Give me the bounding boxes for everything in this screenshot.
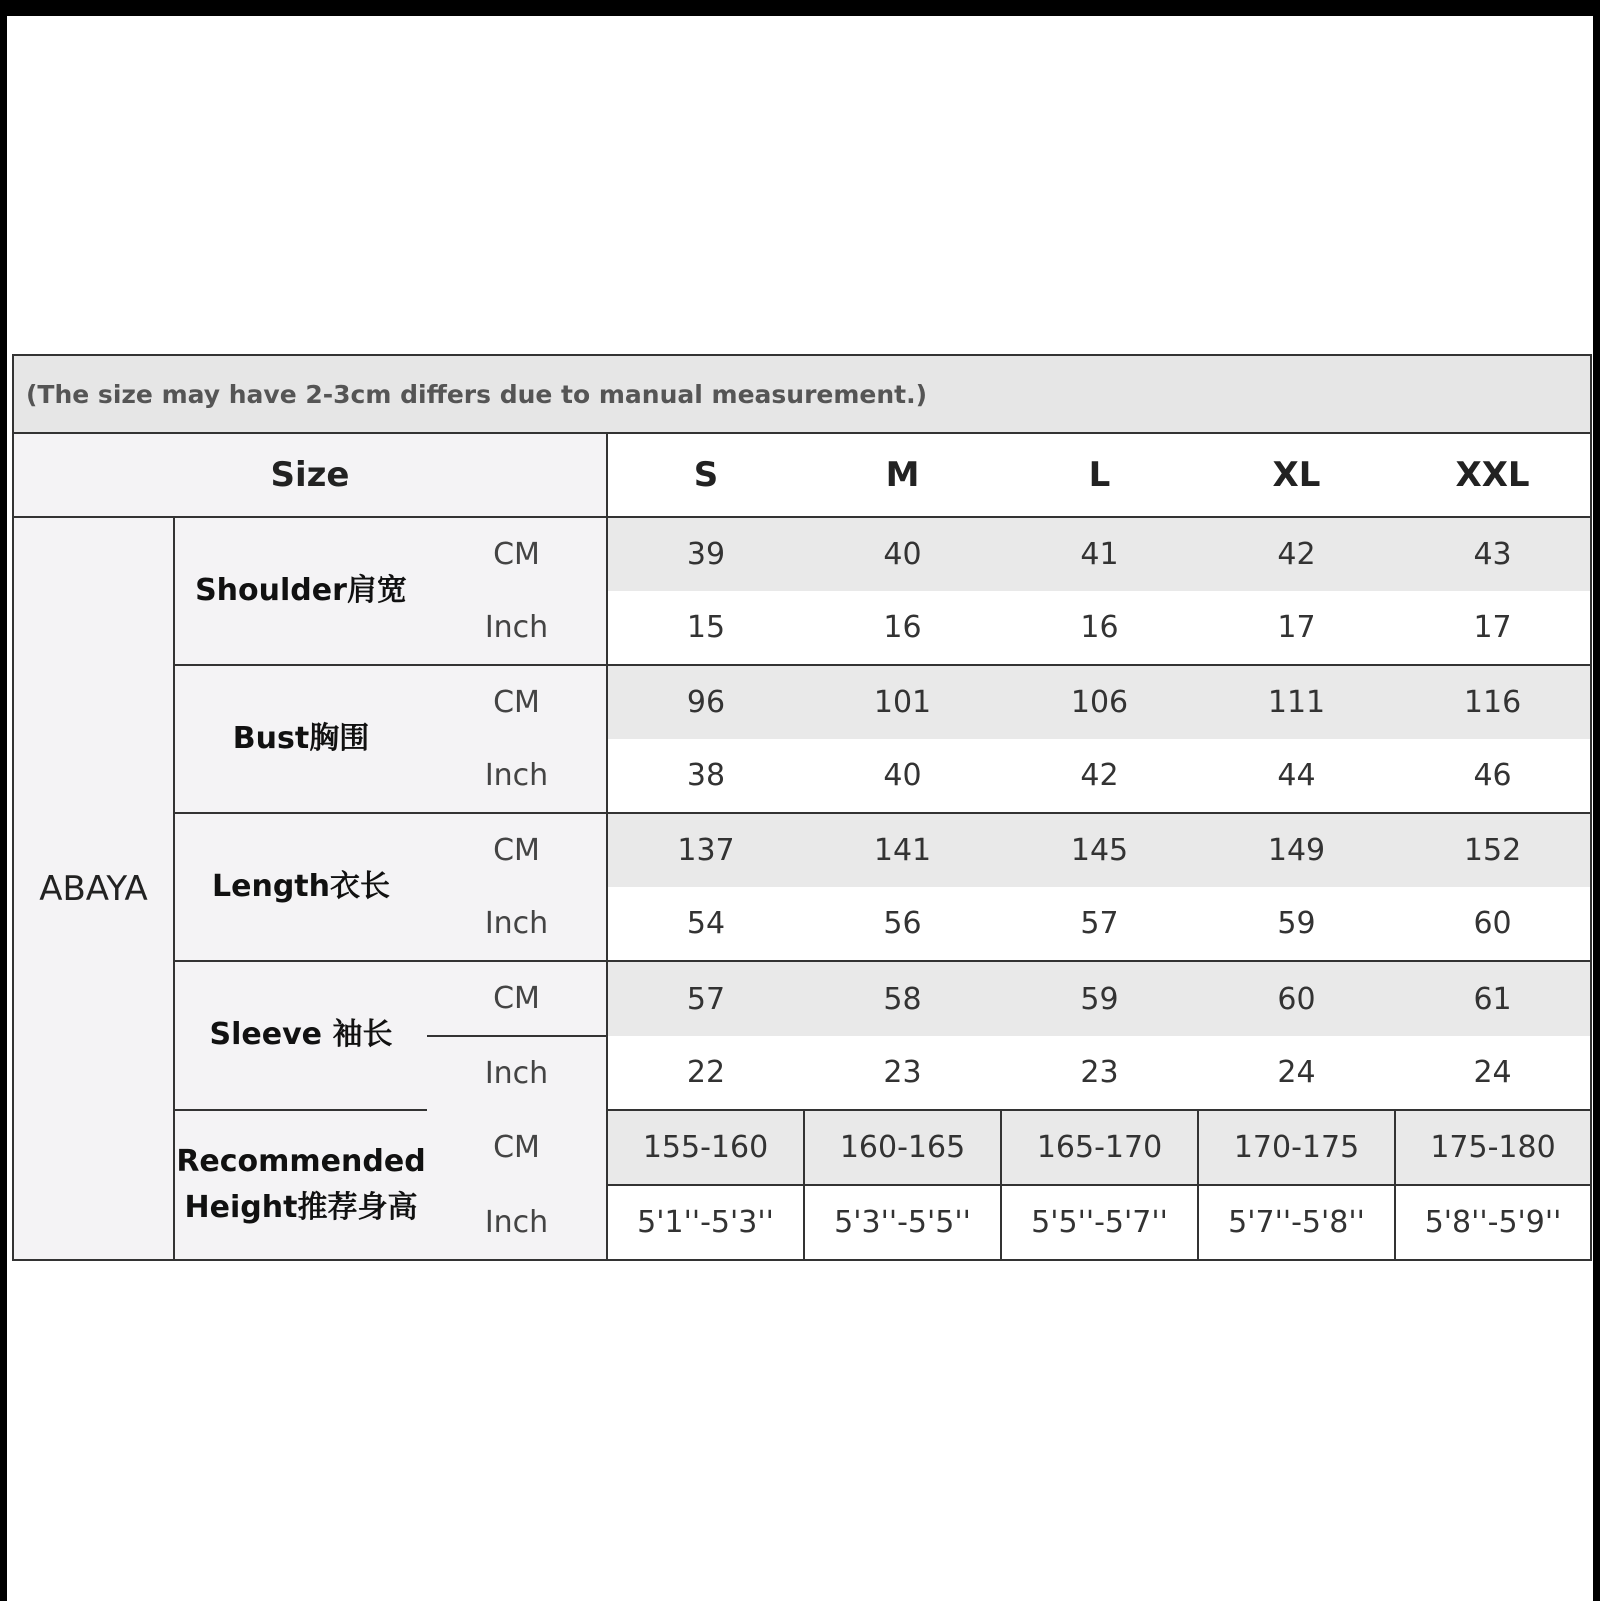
table-cell: 141 — [804, 813, 1001, 887]
measurement-bust: Bust胸围 — [174, 665, 427, 813]
table-cell: 46 — [1395, 739, 1591, 813]
unit-cm: CM — [427, 813, 607, 887]
table-cell: 152 — [1395, 813, 1591, 887]
unit-cm: CM — [427, 1110, 607, 1185]
size-header: Size — [13, 433, 607, 517]
size-header-m: M — [804, 433, 1001, 517]
table-row — [13, 665, 1591, 739]
table-cell: 175-180 — [1395, 1110, 1591, 1185]
table-cell: 145 — [1001, 813, 1198, 887]
size-header-s: S — [607, 433, 804, 517]
table-cell: 23 — [804, 1036, 1001, 1110]
table-row — [13, 1110, 1591, 1185]
table-cell: 160-165 — [804, 1110, 1001, 1185]
table-cell: 38 — [607, 739, 804, 813]
table-cell: 5'7''-5'8'' — [1198, 1185, 1395, 1260]
table-cell: 5'8''-5'9'' — [1395, 1185, 1591, 1260]
table-cell: 42 — [1001, 739, 1198, 813]
table-cell: 57 — [1001, 887, 1198, 961]
table-cell: 60 — [1395, 887, 1591, 961]
table-row — [13, 961, 1591, 1036]
table-cell: 39 — [607, 517, 804, 591]
table-row — [13, 517, 1591, 591]
table-cell: 16 — [804, 591, 1001, 665]
table-cell: 57 — [607, 961, 804, 1036]
header-row — [13, 433, 1591, 517]
table-cell: 42 — [1198, 517, 1395, 591]
table-cell: 54 — [607, 887, 804, 961]
table-cell: 15 — [607, 591, 804, 665]
table-cell: 170-175 — [1198, 1110, 1395, 1185]
size-chart-table — [12, 354, 1592, 1261]
table-cell: 24 — [1198, 1036, 1395, 1110]
table-cell: 56 — [804, 887, 1001, 961]
table-cell: 149 — [1198, 813, 1395, 887]
table-cell: 165-170 — [1001, 1110, 1198, 1185]
table-cell: 22 — [607, 1036, 804, 1110]
unit-inch: Inch — [427, 887, 607, 961]
table-cell: 61 — [1395, 961, 1591, 1036]
unit-cm: CM — [427, 961, 607, 1036]
table-cell: 5'5''-5'7'' — [1001, 1185, 1198, 1260]
table-cell: 59 — [1001, 961, 1198, 1036]
table-cell: 44 — [1198, 739, 1395, 813]
product-name: ABAYA — [13, 517, 174, 1260]
unit-inch: Inch — [427, 1036, 607, 1110]
measurement-shoulder: Shoulder肩宽 — [174, 517, 427, 665]
table-cell: 5'1''-5'3'' — [607, 1185, 804, 1260]
table-cell: 116 — [1395, 665, 1591, 739]
table-cell: 101 — [804, 665, 1001, 739]
table-cell: 16 — [1001, 591, 1198, 665]
table-cell: 23 — [1001, 1036, 1198, 1110]
table-cell: 155-160 — [607, 1110, 804, 1185]
unit-inch: Inch — [427, 591, 607, 665]
unit-cm: CM — [427, 517, 607, 591]
table-cell: 106 — [1001, 665, 1198, 739]
unit-cm: CM — [427, 665, 607, 739]
table-cell: 40 — [804, 517, 1001, 591]
table-cell: 41 — [1001, 517, 1198, 591]
unit-inch: Inch — [427, 1185, 607, 1260]
table-cell: 96 — [607, 665, 804, 739]
size-chart-sheet — [7, 16, 1593, 1601]
measurement-sleeve: Sleeve 袖长 — [174, 961, 427, 1110]
table-cell: 5'3''-5'5'' — [804, 1185, 1001, 1260]
measurement-length: Length衣长 — [174, 813, 427, 961]
unit-inch: Inch — [427, 739, 607, 813]
table-cell: 24 — [1395, 1036, 1591, 1110]
table-cell: 40 — [804, 739, 1001, 813]
size-header-xl: XL — [1198, 433, 1395, 517]
table-row — [13, 813, 1591, 887]
table-cell: 59 — [1198, 887, 1395, 961]
table-cell: 137 — [607, 813, 804, 887]
table-cell: 17 — [1198, 591, 1395, 665]
table-cell: 17 — [1395, 591, 1591, 665]
table-cell: 58 — [804, 961, 1001, 1036]
size-header-l: L — [1001, 433, 1198, 517]
measurement-recommended-height: Recommended Height推荐身高 — [174, 1110, 427, 1260]
size-header-xxl: XXL — [1395, 433, 1591, 517]
table-cell: 43 — [1395, 517, 1591, 591]
measurement-note: (The size may have 2-3cm differs due to manual measurement.) — [13, 355, 1591, 433]
table-cell: 111 — [1198, 665, 1395, 739]
table-cell: 60 — [1198, 961, 1395, 1036]
